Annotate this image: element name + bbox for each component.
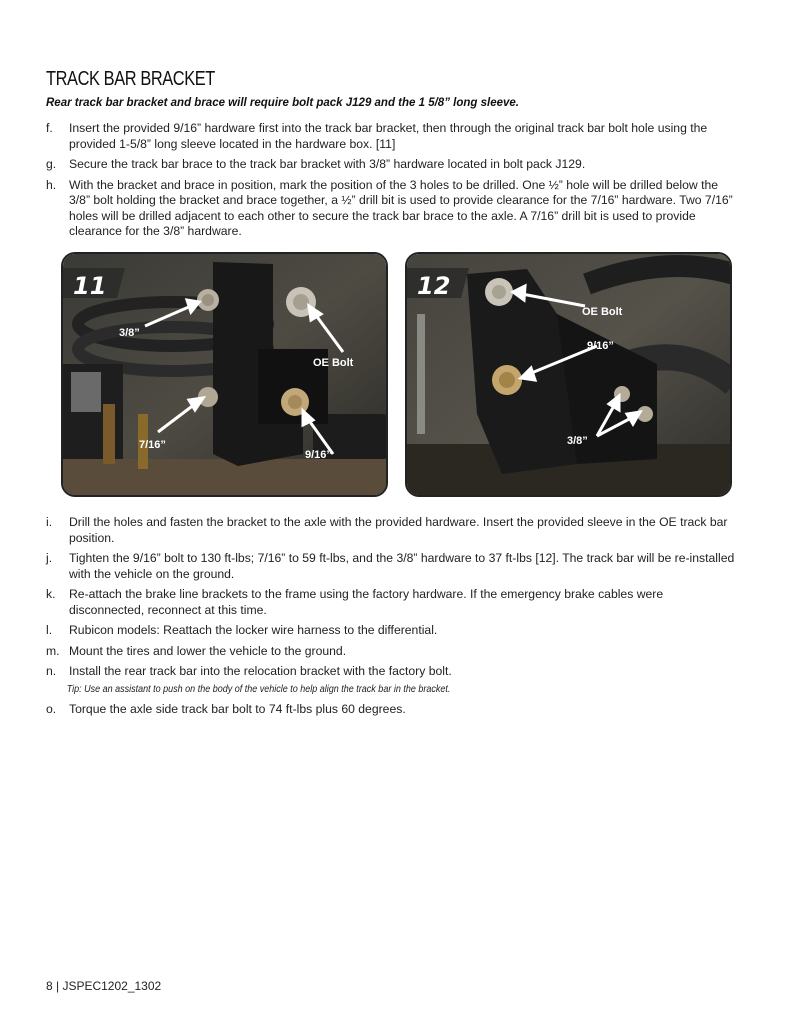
- step-letter: g.: [46, 157, 57, 171]
- step-text: Re-attach the brake line brackets to the frame using the factory hardware. If the emergency brake cables were disconnected, reconnect at this time.: [69, 587, 664, 617]
- section-title: TRACK BAR BRACKET: [46, 68, 215, 90]
- steps-list-top: [46, 121, 736, 245]
- step-letter: j.: [46, 551, 53, 565]
- step-letter: f.: [46, 121, 53, 135]
- step-letter: k.: [46, 587, 56, 601]
- fig12-label-b: 9/16”: [587, 340, 614, 352]
- tip-note: Tip: Use an assistant to push on the body of the vehicle to help align the track bar in the bracket.: [66, 683, 451, 695]
- step-letter: h.: [46, 177, 57, 192]
- fig11-label-d: 9/16”: [305, 449, 332, 461]
- step-n: [46, 664, 736, 680]
- fig11-number: 11: [73, 272, 107, 300]
- steps-list-bottom: [46, 515, 736, 722]
- step-m: [46, 644, 736, 660]
- step-h: [46, 178, 736, 240]
- fig12-label-c: 3/8”: [567, 435, 588, 447]
- step-i: [46, 515, 736, 546]
- fig11-label-c: 7/16”: [139, 439, 166, 451]
- step-letter: i.: [46, 515, 53, 529]
- step-text: Install the rear track bar into the relocation bracket with the factory bolt.: [69, 664, 452, 678]
- step-letter: m.: [46, 643, 60, 658]
- fig11-label-a: 3/8”: [119, 327, 140, 339]
- step-letter: o.: [46, 701, 57, 716]
- step-j: [46, 551, 736, 582]
- step-l: [46, 623, 736, 639]
- step-text: Drill the holes and fasten the bracket to the axle with the provided hardware. Insert the provided sleeve in the OE track bar position.: [69, 515, 728, 545]
- step-text: Insert the provided 9/16” hardware first into the track bar bracket, then through the original track bar bolt hole using the provided 1-5/8” long sleeve located in the hardware box. [11]: [69, 121, 708, 151]
- step-letter: n.: [46, 664, 57, 678]
- fig12-number: 12: [417, 272, 451, 300]
- page-footer: 8 | JSPEC1202_1302: [46, 979, 162, 993]
- step-letter: l.: [46, 623, 53, 637]
- step-text: Secure the track bar brace to the track bar bracket with 3/8” hardware located in bolt pack J129.: [69, 157, 586, 171]
- step-text: Tighten the 9/16” bolt to 130 ft-lbs; 7/16” to 59 ft-lbs, and the 3/8” hardware to 37 ft-lbs [12]. The track bar will be re-installed with the vehicle on the ground.: [69, 551, 735, 581]
- step-text: Torque the axle side track bar bolt to 74 ft-lbs plus 60 degrees.: [69, 701, 406, 716]
- fig12-label-a: OE Bolt: [582, 306, 623, 318]
- step-g: [46, 157, 736, 173]
- step-f: [46, 121, 736, 152]
- step-text: Mount the tires and lower the vehicle to the ground.: [69, 643, 347, 658]
- step-k: [46, 587, 736, 618]
- fig11-label-b: OE Bolt: [313, 357, 354, 369]
- step-o: [46, 702, 736, 718]
- section-subtitle: Rear track bar bracket and brace will require bolt pack J129 and the 1 5/8” long sleeve.: [46, 97, 519, 109]
- step-text: With the bracket and brace in position, mark the position of the 3 holes to be drilled. One ½” hole will be drilled below the 3/8” bolt holding the bracket and brace together, a ½” drill bit is used to provide clearance for the 7/16” hardware. Two 7/16” holes will be drilled adjacent to each other to secure the track bar brace to the axle. A 7/16” drill bit is used to provide clearance for the 3/8” hardware.: [69, 177, 733, 238]
- figure-11-photo: [61, 252, 388, 497]
- figure-12-photo: [405, 252, 732, 497]
- step-text: Rubicon models: Reattach the locker wire harness to the differential.: [69, 623, 438, 637]
